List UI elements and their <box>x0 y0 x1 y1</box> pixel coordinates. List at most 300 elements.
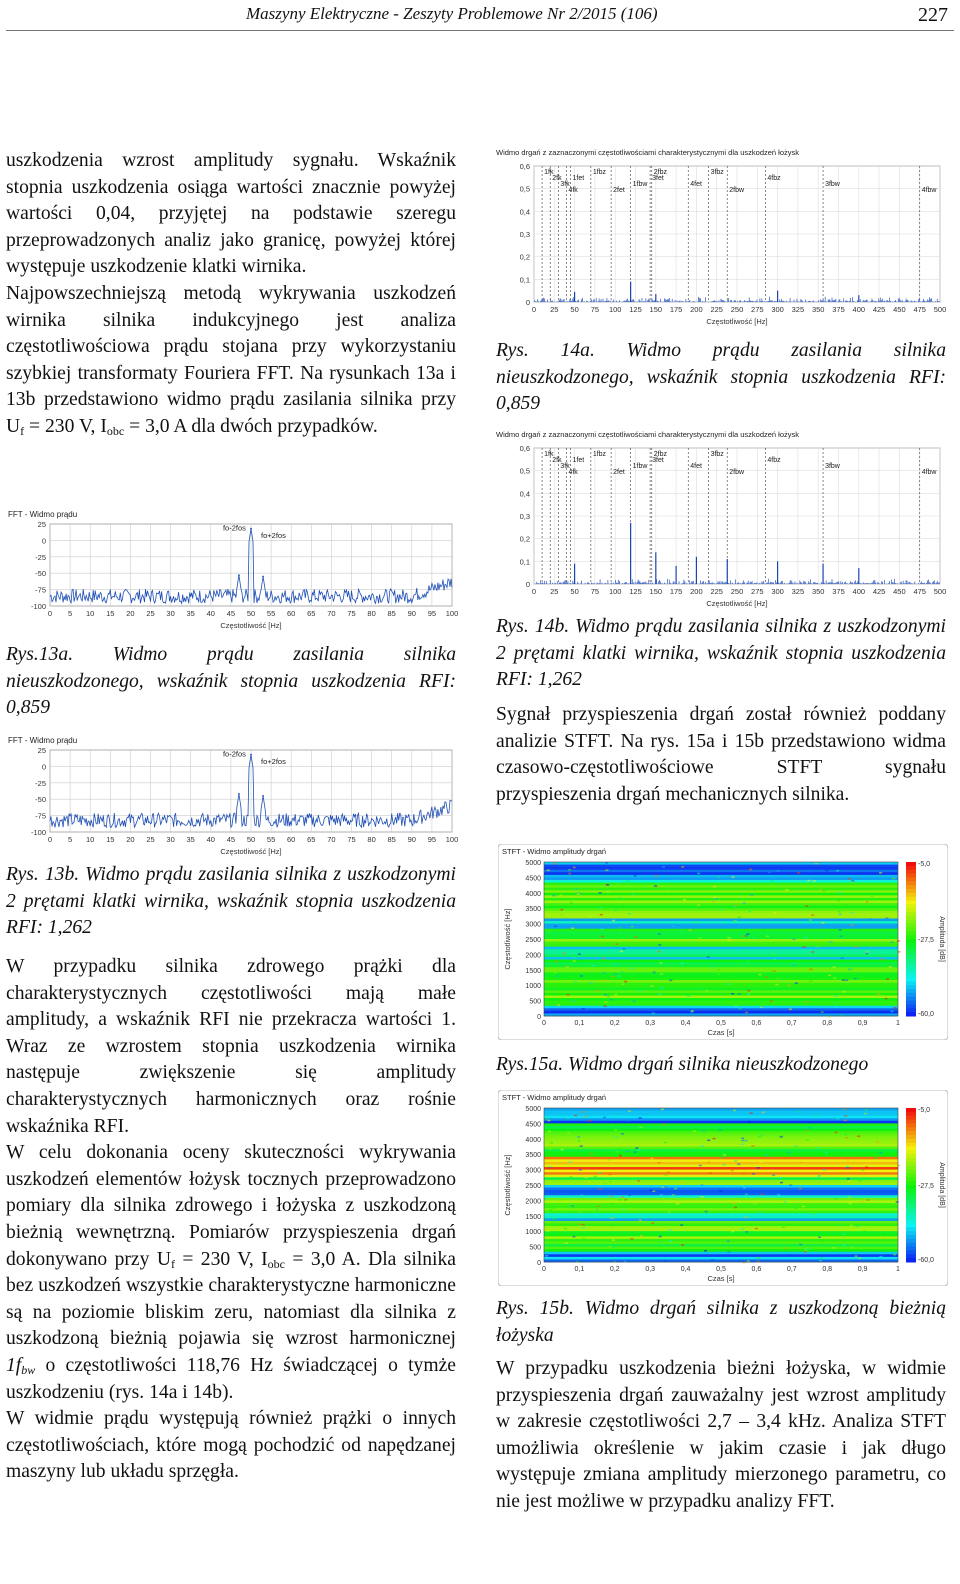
left-text-top <box>6 148 456 441</box>
x-tick-label: 350 <box>811 587 825 596</box>
heatmap-cell <box>780 1182 783 1184</box>
x-tick-label: 0,1 <box>574 1266 585 1273</box>
x-tick-label: 0,6 <box>751 1266 762 1273</box>
colorbar-segment <box>906 1250 916 1254</box>
heatmap-cell <box>669 980 672 982</box>
chart-title: Widmo drgań z zaznaczonymi częstotliwościami charakterystycznymi dla uszkodzeń łożysk <box>496 148 800 157</box>
heatmap-cell <box>681 963 684 965</box>
heatmap-cell <box>697 873 700 875</box>
heatmap-band <box>544 1121 898 1124</box>
heatmap-cell <box>559 1208 562 1210</box>
heatmap-cell <box>732 876 735 878</box>
colorbar-tick-label: -5,0 <box>918 1107 931 1114</box>
heatmap-band <box>544 1195 898 1198</box>
x-tick-label: 0,4 <box>680 1266 691 1273</box>
heatmap-cell <box>574 981 577 983</box>
heatmap-cell <box>658 1162 661 1164</box>
heatmap-band <box>544 1154 898 1157</box>
heatmap-cell <box>654 885 657 887</box>
heatmap-cell <box>829 941 832 943</box>
heatmap-cell <box>692 941 695 943</box>
heatmap-cell <box>808 1127 811 1129</box>
colorbar-segment <box>906 1220 916 1224</box>
colorbar-segment <box>906 958 916 962</box>
marker-label: 2fbz <box>653 169 667 176</box>
heatmap-cell <box>746 961 749 963</box>
colorbar-segment <box>906 1181 916 1185</box>
heatmap-band <box>544 1229 898 1232</box>
heatmap-band <box>544 942 898 945</box>
heatmap-band <box>544 1003 898 1006</box>
caption-13a-box <box>6 642 456 722</box>
heatmap-cell <box>738 993 741 995</box>
heatmap-band <box>544 870 898 873</box>
x-tick-label: 225 <box>710 305 723 314</box>
heatmap-cell <box>675 880 678 882</box>
heatmap-cell <box>598 1172 601 1174</box>
heatmap-cell <box>865 1166 868 1168</box>
heatmap-cell <box>621 971 624 973</box>
heatmap-cell <box>737 1163 740 1165</box>
heatmap-cell <box>742 936 745 938</box>
colorbar-segment <box>906 916 916 920</box>
heatmap-cell <box>792 965 795 967</box>
y-tick-label: 0 <box>525 580 530 589</box>
heatmap-cell <box>622 948 625 950</box>
paragraph: Najpowszechniejszą metodą wykrywania uszkodzeń wirnika silnika indukcyjnego jest analiza częstotliwościowa prądu stojana przy wykorzystaniu szybkiej transformaty Fouriera FFT. Na rysunkach 13a i 13b przedstawiono widmo prądu zasilania silnika przy $U_f = 230$ V, $I_{obc} = 3,0$ A dla dwóch przypadków. <box>6 282 456 438</box>
heatmap-cell <box>661 1109 664 1111</box>
heatmap-cell <box>697 904 700 906</box>
heatmap-cell <box>614 964 617 966</box>
x-tick-label: 15 <box>106 609 115 618</box>
heatmap-cell <box>560 909 563 911</box>
heatmap-cell <box>804 1251 807 1253</box>
x-tick-label: 500 <box>933 587 947 596</box>
heatmap-cell <box>862 1169 865 1171</box>
heatmap-cell <box>709 1172 712 1174</box>
y-tick-label: 25 <box>37 520 46 529</box>
heatmap-cell <box>849 1203 852 1205</box>
x-tick-label: 5 <box>68 835 73 844</box>
x-tick-label: 475 <box>913 587 926 596</box>
heatmap-band <box>544 1198 898 1201</box>
y-tick-label: 500 <box>529 1244 541 1252</box>
x-tick-label: 0,8 <box>822 1266 833 1273</box>
y-tick-label: 1000 <box>525 983 541 991</box>
heatmap-cell <box>720 1157 723 1159</box>
heatmap-cell <box>614 973 617 975</box>
colorbar-segment <box>906 1189 916 1193</box>
y-tick-label: 4500 <box>525 875 541 883</box>
marker-label: 1fbw <box>632 463 648 470</box>
x-axis-label: Częstotliwość [Hz] <box>706 599 768 608</box>
heatmap-band <box>544 911 898 914</box>
heatmap-cell <box>879 1152 882 1154</box>
colorbar-segment <box>906 947 916 951</box>
figure-caption: Rys. 14b. Widmo prądu zasilania silnika z uszkodzonymi 2 prętami klatki wirnika, wskaźnik stopnia uszkodzenia RFI: 1,262 <box>496 616 946 691</box>
colorbar-segment <box>906 1204 916 1208</box>
heatmap-cell <box>886 978 889 980</box>
heatmap-cell <box>844 1134 847 1136</box>
heatmap-cell <box>745 1194 748 1196</box>
heatmap-band <box>544 931 898 934</box>
colorbar-segment <box>906 1247 916 1251</box>
heatmap-cell <box>631 968 634 970</box>
heatmap-band <box>544 1241 898 1244</box>
heatmap-band <box>544 1159 898 1162</box>
heatmap-band <box>544 1249 898 1252</box>
paragraph: W celu dokonania oceny skuteczności wykrywania uszkodzeń elementów łożysk tocznych przeprowadzono pomiary dla silnika zdrowego i łożyska z uszkodzoną bieżnią wewnętrzną. Pomiarów przyspieszenia drgań dokonywano przy $U_f = 230$ V, $I_{obc} = 3,0$ A. Dla silnika bez uszkodzeń wszystkie charakterystyczne harmoniczne są na poziomie bliskim zeru, natomiast dla silnika z uszkodzoną bieżnią pojawia się wzrost harmonicznej $1f_{bw}$ o częstotliwości 118,76 Hz świadczącej o tymże uszkodzeniu (rys. 14a i 14b). <box>6 1142 456 1403</box>
heatmap-cell <box>659 962 662 964</box>
heatmap-band <box>544 1254 898 1257</box>
heatmap-cell <box>611 976 614 978</box>
heatmap-cell <box>634 936 637 938</box>
x-tick-label: 1 <box>896 1020 900 1027</box>
x-tick-label: 0 <box>47 835 53 844</box>
heatmap-cell <box>752 1169 755 1171</box>
heatmap-cell <box>607 996 610 998</box>
heatmap-cell <box>758 974 761 976</box>
y-tick-label: -75 <box>35 811 46 821</box>
heatmap-band <box>544 1188 898 1191</box>
heatmap-cell <box>806 1139 809 1141</box>
heatmap-cell <box>628 1110 631 1112</box>
heatmap-cell <box>582 1008 585 1010</box>
heatmap-cell <box>632 894 635 896</box>
figure-caption: Rys. 15b. Widmo drgań silnika z uszkodzoną bieżnią łożyska <box>496 1298 946 1346</box>
heatmap-band <box>544 924 898 927</box>
x-tick-label: 325 <box>791 587 805 596</box>
colorbar-segment <box>906 1001 916 1005</box>
heatmap-cell <box>850 924 853 926</box>
heatmap-cell <box>752 1173 755 1175</box>
x-tick-label: 10 <box>86 609 95 618</box>
heatmap-cell <box>672 925 675 927</box>
heatmap-cell <box>628 1194 631 1196</box>
colorbar-segment <box>906 870 916 874</box>
heatmap-band <box>544 1170 898 1173</box>
heatmap-band <box>544 883 898 886</box>
heatmap-cell <box>803 946 806 948</box>
colorbar-segment <box>906 954 916 958</box>
heatmap-cell <box>788 984 791 986</box>
heatmap-cell <box>843 991 846 993</box>
heatmap-cell <box>835 1007 838 1009</box>
heatmap-band <box>544 1193 898 1196</box>
x-tick-label: 175 <box>669 305 683 314</box>
x-tick-label: 150 <box>649 587 663 596</box>
heatmap-cell <box>748 1121 751 1123</box>
heatmap-cell <box>651 1158 654 1160</box>
x-tick-label: 100 <box>608 305 622 314</box>
heatmap-band <box>544 944 898 947</box>
x-tick-label: 100 <box>608 587 622 596</box>
y-tick-label: 0 <box>41 536 46 546</box>
colorbar-segment <box>906 1008 916 1012</box>
heatmap-cell <box>610 1125 613 1127</box>
heatmap-cell <box>604 1005 607 1007</box>
heatmap-band <box>544 862 898 865</box>
y-tick-label: 0,6 <box>519 162 530 171</box>
heatmap-band <box>544 1234 898 1237</box>
heatmap-band <box>544 877 898 880</box>
heatmap-cell <box>624 1200 627 1202</box>
colorbar-segment <box>906 1170 916 1174</box>
heatmap-band <box>544 1252 898 1255</box>
heatmap-cell <box>756 1257 759 1259</box>
figure-caption: Rys. 13b. Widmo prądu zasilania silnika z uszkodzonymi 2 prętami klatki wirnika, wskaźnik stopnia uszkodzenia RFI: 1,262 <box>6 864 456 939</box>
heatmap-cell <box>628 913 631 915</box>
heatmap-cell <box>663 1260 666 1262</box>
heatmap-band <box>544 949 898 952</box>
heatmap-cell <box>577 893 580 895</box>
heatmap-cell <box>836 1118 839 1120</box>
x-tick-label: 250 <box>730 305 744 314</box>
colorbar-segment <box>906 1131 916 1135</box>
heatmap-band <box>544 993 898 996</box>
heatmap-band <box>544 1172 898 1175</box>
caption-15a-box <box>496 1052 946 1079</box>
heatmap-cell <box>735 905 738 907</box>
heatmap-cell <box>651 1222 654 1224</box>
heatmap-cell <box>667 1172 670 1174</box>
heatmap-band <box>544 1164 898 1167</box>
heatmap-band <box>544 970 898 973</box>
heatmap-cell <box>626 1120 629 1122</box>
paragraph: uszkodzenia wzrost amplitudy sygnału. Wskaźnik stopnia uszkodzenia osiąga wartości znacznie powyżej wartości 0,04, przyjętej na podstawie szeregu przeprowadzonych analiz jako granicę, powyżej której występuje uszkodzenie klatki wirnika. <box>6 150 456 278</box>
caption-15b-box <box>496 1296 946 1349</box>
heatmap-cell <box>554 972 557 974</box>
data-point <box>262 576 264 578</box>
x-tick-label: 475 <box>913 305 926 314</box>
heatmap-cell <box>759 1212 762 1214</box>
colorbar-segment <box>906 927 916 931</box>
heatmap-cell <box>736 964 739 966</box>
marker-label: 3fbw <box>825 181 840 188</box>
heatmap-band <box>544 967 898 970</box>
heatmap-cell <box>815 863 818 865</box>
colorbar-tick-label: -27,5 <box>918 937 934 944</box>
heatmap-cell <box>712 967 715 969</box>
y-tick-label: 0,5 <box>519 466 530 476</box>
heatmap-cell <box>722 1153 725 1155</box>
heatmap-cell <box>719 1129 722 1131</box>
heatmap-band <box>544 978 898 981</box>
caption-14a-box <box>496 338 946 418</box>
heatmap-band <box>544 1152 898 1155</box>
x-tick-label: 0,4 <box>680 1020 691 1027</box>
heatmap-cell <box>841 957 844 959</box>
marker-label: 4fk <box>568 469 578 476</box>
heatmap-cell <box>602 958 605 960</box>
x-tick-label: 35 <box>186 609 195 618</box>
heatmap-cell <box>547 869 550 871</box>
marker-label: 4fk <box>568 187 578 194</box>
paragraph: W przypadku silnika zdrowego prążki dla charakterystycznych częstotliwości mają małe amplitudy, a wskaźnik RFI nie przekracza wartości 1. Wraz ze wzrostem stopnia uszkodzenia wirnika następuje zwiększenie się amplitudy charakterystycznych harmonicznych oraz rośnie wskaźnika RFI. <box>6 956 456 1137</box>
x-tick-label: 250 <box>730 587 744 596</box>
y-tick-label: 0,3 <box>519 230 530 239</box>
heatmap-cell <box>821 1240 824 1242</box>
heatmap-band <box>544 1144 898 1147</box>
colorbar-segment <box>906 1254 916 1258</box>
heatmap-cell <box>601 936 604 938</box>
heatmap-cell <box>750 894 753 896</box>
colorbar-segment <box>906 1208 916 1212</box>
heatmap-cell <box>637 1180 640 1182</box>
heatmap-cell <box>872 1176 875 1178</box>
heatmap-cell <box>552 1207 555 1209</box>
heatmap-cell <box>603 972 606 974</box>
heatmap-cell <box>553 863 556 865</box>
figure-14b <box>494 428 950 612</box>
figure-13b <box>4 734 460 860</box>
heatmap-cell <box>604 994 607 996</box>
heatmap-band <box>544 880 898 883</box>
heatmap-band <box>544 1216 898 1219</box>
heatmap-band <box>544 1257 898 1260</box>
heatmap-cell <box>592 965 595 967</box>
heatmap-band <box>544 1231 898 1234</box>
marker-label: 1fk <box>544 169 554 176</box>
x-tick-label: 80 <box>367 609 376 618</box>
heatmap-cell <box>610 1196 613 1198</box>
heatmap-cell <box>770 893 773 895</box>
heatmap-cell <box>746 933 749 935</box>
heatmap-cell <box>694 922 697 924</box>
heatmap-cell <box>741 1140 744 1142</box>
heatmap-band <box>544 890 898 893</box>
x-tick-label: 50 <box>246 609 256 618</box>
heatmap-cell <box>762 1112 765 1114</box>
heatmap-cell <box>897 1165 900 1167</box>
heatmap-cell <box>668 1240 671 1242</box>
heatmap-cell <box>798 1111 801 1113</box>
colorbar-segment <box>906 897 916 901</box>
y-tick-label: 500 <box>529 998 541 1006</box>
heatmap-cell <box>712 901 715 903</box>
heatmap-cell <box>634 1151 637 1153</box>
x-tick-label: 45 <box>226 835 236 844</box>
y-tick-label: 0,4 <box>519 489 530 499</box>
annotation-label: fo+2fos <box>261 756 286 766</box>
heatmap-band <box>544 926 898 929</box>
heatmap-cell <box>885 917 888 919</box>
heatmap-cell <box>761 1194 764 1196</box>
heatmap-cell <box>584 1116 587 1118</box>
heatmap-cell <box>865 953 868 955</box>
y-axis-label: Częstotliwość [Hz] <box>503 1154 512 1216</box>
heatmap-cell <box>582 1227 585 1229</box>
x-tick-label: 45 <box>226 609 236 618</box>
heatmap-cell <box>883 1238 886 1240</box>
marker-label: 1fbw <box>632 181 648 188</box>
x-tick-label: 25 <box>550 305 559 314</box>
heatmap-cell <box>714 898 717 900</box>
y-tick-label: 0,2 <box>519 534 530 544</box>
heatmap-band <box>544 1175 898 1178</box>
heatmap-cell <box>712 906 715 908</box>
x-tick-label: 50 <box>570 587 579 596</box>
heatmap-cell <box>613 1115 616 1117</box>
chart-title: FFT - Widmo prądu <box>8 736 78 745</box>
x-tick-label: 25 <box>146 835 155 844</box>
figure-caption: Rys.15a. Widmo drgań silnika nieuszkodzonego <box>496 1054 869 1075</box>
heatmap-cell <box>574 1115 577 1117</box>
journal-title: Maszyny Elektryczne - Zeszyty Problemowe Nr 2/2015 (106) <box>246 4 658 23</box>
heatmap-cell <box>681 866 684 868</box>
heatmap-cell <box>837 900 840 902</box>
data-point <box>238 574 240 576</box>
heatmap-cell <box>741 1138 744 1140</box>
heatmap-cell <box>681 1244 684 1246</box>
heatmap-cell <box>760 1007 763 1009</box>
heatmap-cell <box>689 930 692 932</box>
heatmap-cell <box>773 912 776 914</box>
heatmap-cell <box>626 1151 629 1153</box>
colorbar-segment <box>906 920 916 924</box>
heatmap-cell <box>599 1188 602 1190</box>
x-tick-label: 10 <box>86 835 95 844</box>
heatmap-cell <box>569 1161 572 1163</box>
heatmap-cell <box>639 1220 642 1222</box>
x-tick-label: 35 <box>186 835 195 844</box>
x-tick-label: 0,1 <box>574 1020 585 1027</box>
heatmap-cell <box>605 869 608 871</box>
right-text-bottom <box>496 1356 946 1516</box>
heatmap-cell <box>816 1147 819 1149</box>
heatmap-cell <box>766 1154 769 1156</box>
heatmap-cell <box>780 978 783 980</box>
heatmap-cell <box>864 1113 867 1115</box>
heatmap-cell <box>751 1145 754 1147</box>
heatmap-cell <box>823 1169 826 1171</box>
x-tick-label: 65 <box>307 609 316 618</box>
heatmap-cell <box>856 1226 859 1228</box>
heatmap-cell <box>549 1167 552 1169</box>
heatmap-cell <box>650 1190 653 1192</box>
heatmap-cell <box>676 1203 679 1205</box>
heatmap-cell <box>871 896 874 898</box>
heatmap-cell <box>662 866 665 868</box>
heatmap-cell <box>820 889 823 891</box>
heatmap-cell <box>752 989 755 991</box>
heatmap-band <box>544 895 898 898</box>
x-tick-label: 60 <box>287 835 296 844</box>
y-tick-label: 2000 <box>525 952 541 960</box>
marker-label: 4fet <box>690 181 702 188</box>
heatmap-cell <box>809 969 812 971</box>
heatmap-cell <box>559 894 562 896</box>
colorbar-segment <box>906 974 916 978</box>
annotation-label: fo-2fos <box>222 749 246 759</box>
heatmap-cell <box>844 1120 847 1122</box>
marker-label: 3fk <box>560 463 570 470</box>
marker-label: 4fbw <box>921 469 937 476</box>
x-tick-label: 0,2 <box>609 1020 620 1027</box>
colorbar-segment <box>906 1162 916 1166</box>
colorbar-segment <box>906 1135 916 1139</box>
x-tick-label: 75 <box>590 587 600 596</box>
heatmap-cell <box>861 1201 864 1203</box>
heatmap-cell <box>723 1164 726 1166</box>
heatmap-cell <box>578 1224 581 1226</box>
heatmap-cell <box>842 979 845 981</box>
heatmap-cell <box>799 1244 802 1246</box>
heatmap-cell <box>835 1198 838 1200</box>
heatmap-cell <box>561 1149 564 1151</box>
colorbar-segment <box>906 1227 916 1231</box>
colorbar-segment <box>906 962 916 966</box>
